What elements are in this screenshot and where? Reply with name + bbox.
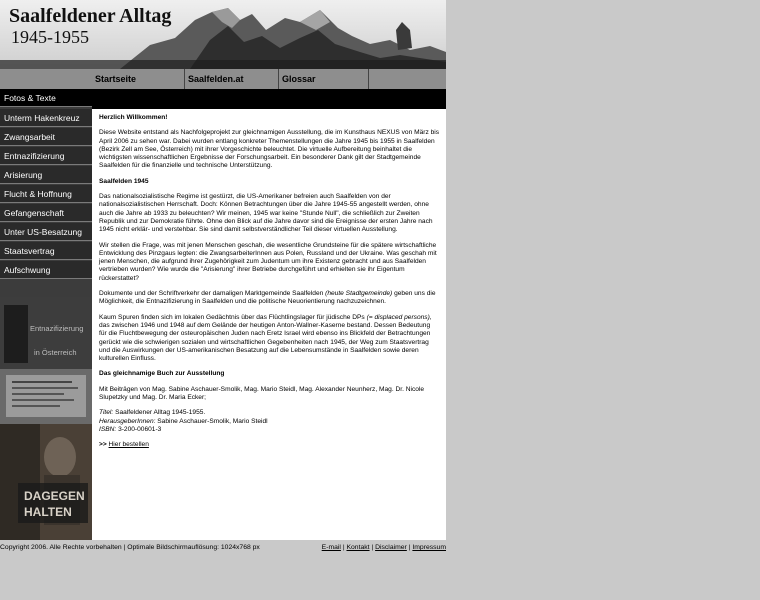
section-heading-saalfelden-1945: Saalfelden 1945 (99, 177, 149, 185)
content-text (99, 114, 439, 457)
sidebar-item-zwangsarbeit[interactable]: Zwangsarbeit (0, 128, 92, 146)
sidebar-item-entnazifizierung[interactable]: Entnazifizierung (0, 147, 92, 165)
welcome-heading: Herzlich Willkommen! (99, 114, 168, 121)
topnav-saalfelden[interactable]: Saalfelden.at (184, 69, 278, 89)
collage-text-dagegen: DAGEGEN (24, 489, 85, 503)
site-years: 1945-1955 (11, 27, 89, 47)
book-editors-label: HerausgeberInnen: (99, 417, 156, 425)
site-title: Saalfeldener Alltag (9, 5, 172, 27)
collage-text-in-oesterreich: in Österreich (34, 348, 77, 357)
left-sidebar (0, 89, 92, 540)
footer-links (322, 544, 446, 551)
order-line (99, 441, 439, 449)
topnav-startseite[interactable]: Startseite (95, 74, 137, 84)
sidebar-item-arisierung[interactable]: Arisierung (0, 166, 92, 184)
topnav-spacer (368, 69, 446, 89)
order-link[interactable]: Hier bestellen (108, 441, 149, 449)
collage-text-halten: HALTEN (24, 505, 72, 519)
paragraph-dokumente-italic: (heute Stadtgemeinde) (325, 290, 393, 298)
copyright-text: Copyright 2006. Alle Rechte vorbehalten | Optimale Bildschirmauflösung: 1024x768 px (0, 544, 260, 551)
header-banner (0, 0, 446, 70)
book-details (99, 409, 439, 434)
main-area (92, 89, 446, 540)
sidebar-item-fotos-texte[interactable]: Fotos & Texte (0, 89, 92, 107)
topnav-glossar[interactable]: Glossar (278, 69, 368, 89)
content-panel (92, 109, 446, 540)
footer-separator: | (342, 544, 345, 551)
sidebar-item-staatsvertrag[interactable]: Staatsvertrag (0, 242, 92, 260)
sidebar-item-gefangenschaft[interactable]: Gefangenschaft (0, 204, 92, 222)
sidebar-item-unterm-hakenkreuz[interactable]: Unterm Hakenkreuz (0, 109, 92, 127)
paragraph-dokumente-a: Dokumente und der Schriftverkehr der damaligen Marktgemeinde Saalfelden (99, 290, 326, 298)
paragraph-fluechtlingslager (99, 314, 439, 364)
footer (0, 540, 446, 556)
section-heading-buch: Das gleichnamige Buch zur Ausstellung (99, 370, 225, 378)
book-isbn: 3-200-00601-3 (116, 425, 162, 433)
paragraph-fluechtlingslager-b: , das zwischen 1946 und 1948 auf dem Gelände der heutigen Anton-Wallner-Kaserne bestand. Dessen Bedeutung für die Fluchtbewegung der osteuropäischen Juden nach Eretz Israel wird ebenso ins Blickfeld der Betrachtungen gerückt wie die schwierigen sozialen und wirtschaftlichen Gegebenheiten nach 1945, der Weg zum Staatsvertrag und die Auswirkungen der US-amerikanischen Besatzung auf die Lebensumstände in Saalfelden sowie deren kulturellen Einfluss. (99, 313, 432, 363)
paragraph-fluechtlingslager-a: Kaum Spuren finden sich im lokalen Gedächtnis über das Flüchtlingslager für jüdische DPs (99, 313, 367, 321)
book-title: Saalfeldener Alltag 1945-1955. (113, 409, 206, 417)
book-isbn-label: ISBN: (99, 425, 117, 433)
photo-collage-image (0, 297, 92, 540)
footer-separator: | (371, 544, 374, 551)
collage-text-entnazifizierung: Entnazifizierung (30, 324, 84, 333)
sidebar-photo-collage (0, 297, 92, 540)
intro-paragraph: Diese Website entstand als Nachfolgeprojekt zur gleichnamigen Ausstellung, die im Kunsthaus NEXUS von März bis April 2006 zu sehen war. Dabei wurden entlang konkreter Themenstellungen die Jahre 1945 bis 1955 in Saalfelden (Bezirk Zell am See, Österreich) mit ihrer Vorgeschichte beleuchtet. Die virtuelle Aufbereitung beinhaltet die wichtigsten wissenschaftlichen Ergebnisse der Forschungsarbeit. Ein besonderer Dank gilt der Stadtgemeinde Saalfelden für die finanzielle und technische Unterstützung. (99, 129, 439, 170)
sidebar-item-flucht-hoffnung[interactable]: Flucht & Hoffnung (0, 185, 92, 203)
paragraph-fluechtlingslager-italic: (= displaced persons) (366, 313, 430, 321)
footer-link-disclaimer[interactable]: Disclaimer (375, 544, 407, 551)
paragraph-regime: Das nationalsozialistische Regime ist gestürzt, die US-Amerikaner befreien auch Saalfelden von der nationalsozialistischen Herrschaft. Doch: Können Betrachtungen über die Jahre 1945-55 angestellt werden, ohne auch die Jahre ab 1933 zu beleuchten? Wir meinen, 1945 war keine "Stunde Null", die schließlich zur Zweiten Republik und zur Demokratie führte. Ohne den Blick auf die Jahre davor sind die Ereignisse der ersten Jahre nach 1945 nicht erklär- und verstehbar. Sie sind damit selbstverständlicher Teil dieser virtuellen Ausstellung. (99, 193, 433, 234)
footer-separator: | (408, 544, 411, 551)
sidebar-item-us-besatzung[interactable]: Unter US-Besatzung (0, 223, 92, 241)
sidebar-item-aufschwung[interactable]: Aufschwung (0, 261, 92, 279)
paragraph-dokumente-b: geben uns die Möglichkeit, die Entnazifizierung in Saalfelden und die politische Neuorientierung nachzuzeichnen. (99, 290, 436, 306)
book-title-label: Titel: (99, 409, 114, 417)
order-arrow-icon: >> (99, 441, 107, 449)
footer-link-impressum[interactable]: Impressum (412, 544, 446, 551)
paragraph-zwangsarbeit: Wir stellen die Frage, was mit jenen Menschen geschah, die wesentliche Grundsteine für die spätere wirtschaftliche Entwicklung des Pinzgaus legten: die ZwangsarbeiterInnen aus Polen, Russland und der Ukraine. Was geschah mit jenen Menschen, die aufgrund ihrer Zugehörigkeit zum Judentum um ihre Existenz gebracht und aus Saalfelden vertrieben wurden? Wie wurde die "Arisierung" ihrer Betriebe durchgeführt und erhielten sie ihr Eigentum rückerstattet? (99, 241, 437, 282)
book-editors: Sabine Aschauer-Smolik, Mario Steidl (155, 417, 268, 425)
footer-link-email[interactable]: E-mail (321, 544, 341, 551)
paragraph-beitraege: Mit Beiträgen von Mag. Sabine Aschauer-Smolik, Mag. Mario Steidl, Mag. Alexander Neunherz, Mag. Dr. Nicole Slupetzky und Mag. Dr. Maria Ecker; (99, 385, 425, 402)
top-nav (0, 69, 446, 89)
footer-link-kontakt[interactable]: Kontakt (346, 544, 370, 551)
paragraph-dokumente (99, 290, 439, 307)
